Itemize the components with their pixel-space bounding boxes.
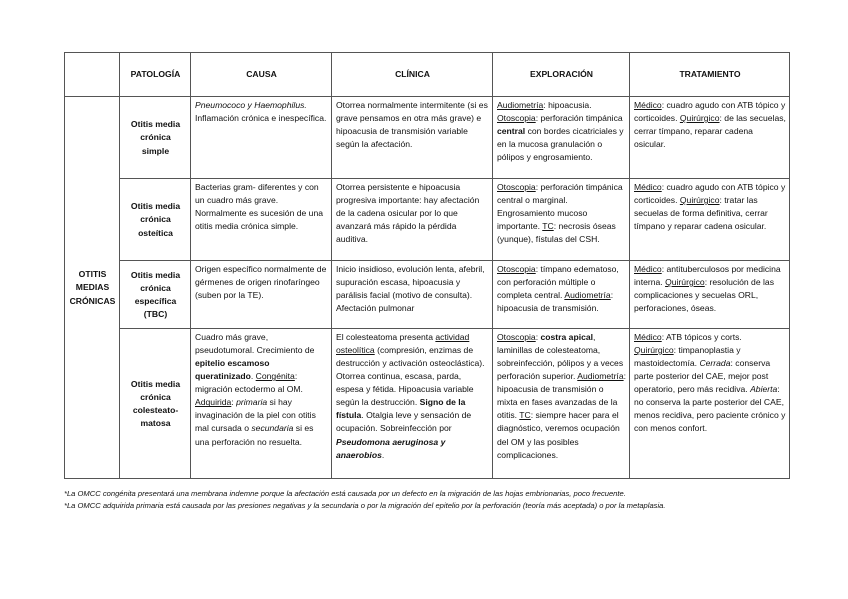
cell-text: primaria (236, 397, 268, 408)
cell-text: Bacterias gram- diferentes y con un cuadro más grave. Normalmente es sucesión de una otitis media crónica simple. (195, 182, 324, 232)
patologia-line: Otitis media (130, 378, 181, 389)
cell-text: Audiometría (564, 290, 611, 301)
patologia-line: crónica (140, 132, 171, 143)
group-label: OTITIS MEDIAS CRÓNICAS (65, 97, 120, 479)
cell-text: . Otalgia leve y sensación de ocupación. Sobreinfección por (336, 410, 472, 434)
header-clinica: CLÍNICA (332, 53, 493, 97)
cell-text: : ATB tópicos y corts. (661, 332, 742, 342)
patologia-line: Otitis media (130, 119, 181, 130)
cell-text: Quirúrgico (665, 277, 705, 288)
tratamiento-cell (630, 329, 790, 479)
patologia-line: Otitis media (130, 269, 181, 280)
cell-text: : perforación timpánica central o marginal. Engrosamiento mucoso importante. (497, 182, 623, 232)
cell-text: : cuadro agudo con ATB tópico y corticoides. (634, 182, 786, 206)
cell-text: Otorrea persistente e hipoacusia progresiva importante: hay afectación de la cadena osicular por lo que avanzará más rápido la pérdida auditiva. (336, 182, 480, 245)
cell-text: : de las secuelas, cerrar tímpano, reparar cadena osicular. (634, 113, 786, 150)
cell-text: Abierta (750, 384, 778, 395)
cell-text: si es una perforación no resuelta. (195, 423, 314, 447)
cell-text: Otorrea normalmente intermitente (si es grave pensamos en otra más grave) e hipoacusia de transmisión variable según la afectación. (336, 100, 488, 150)
cell-text: Otoscopia (497, 332, 536, 342)
cell-text: con bordes cicatriciales y en la mucosa granulación o pólipos y engrosamiento. (497, 126, 624, 163)
footnotes (64, 488, 824, 512)
cell-text: Inicio insidioso, evolución lenta, afebril, supuración escasa, hipoacusia y parálisis facial (motivo de consulta). Afectación pulmonar (336, 264, 485, 314)
cell-text: Adquirida (195, 397, 232, 408)
cell-text: : necrosis óseas (yunque), fístulas del CSH. (497, 221, 616, 245)
cell-text: epitelio escamoso queratinizado (195, 358, 270, 382)
patologia-cell (120, 97, 191, 179)
cell-text: Signo de la fístula (336, 397, 466, 421)
patologia-line: matosa (140, 418, 171, 429)
cell-text: si hay invaginación de la piel con otitis mal cursada o (195, 397, 316, 434)
cell-text: Pseudomona aeruginosa y anaerobios (336, 436, 446, 460)
cell-text: costra apical (540, 332, 594, 342)
cell-text: : tratar las secuelas de forma definitiva, cerrar tímpano y reparar cadena osicular. (634, 195, 768, 232)
cell-text: : hipoacusia. (543, 100, 592, 110)
cell-text: TC (519, 410, 531, 421)
cell-text: central (497, 126, 526, 137)
cell-text: (compresión, enzimas de destrucción y activación osteoclástica). Otorrea continua, escasa, parda, espesa y fétida. Hipoacusia variable según la destrucción. (336, 345, 485, 408)
cell-text: : (231, 397, 237, 408)
exploracion-cell (493, 97, 630, 179)
clinica-cell (332, 97, 493, 179)
cell-text: . (250, 371, 256, 382)
tratamiento-cell (630, 261, 790, 329)
cell-text: Médico (634, 264, 662, 274)
header-tratamiento: TRATAMIENTO (630, 53, 790, 97)
exploracion-cell (493, 261, 630, 329)
cell-text: : cuadro agudo con ATB tópico y corticoides. (634, 100, 786, 124)
exploracion-cell (493, 179, 630, 261)
exploracion-cell (493, 329, 630, 479)
patologia-line: crónica (140, 282, 171, 293)
cell-text: Médico (634, 100, 662, 110)
table-row (65, 329, 790, 479)
footnote: *La OMCC adquirida primaria está causada por las presiones negativas y la secundaria o por la migración del epitelio por la perforación (teoría más aceptada) o por la metaplasia. (64, 500, 666, 510)
cell-text: Origen específico normalmente de gérmenes de origen rinofaríngeo (suben por la TE). (195, 264, 327, 301)
cell-text: Médico (634, 332, 662, 342)
table-row (65, 179, 790, 261)
patologia-line: crónica (140, 391, 171, 402)
tratamiento-cell (630, 97, 790, 179)
causa-cell (191, 329, 332, 479)
patologia-cell (120, 329, 191, 479)
cell-text: : antituberculosos por medicina interna. (634, 264, 781, 288)
clinica-cell (332, 179, 493, 261)
cell-text: : resolución de las complicaciones y secuelas ORL, perforaciones, óseas. (634, 277, 774, 314)
patologia-line: Otitis media (130, 201, 181, 212)
clinica-cell (332, 329, 493, 479)
cell-text: secundaria (251, 423, 294, 434)
cell-text: : hipoacusia de transmisión. (497, 290, 614, 314)
header-exploracion: EXPLORACIÓN (493, 53, 630, 97)
cell-text: Audiometría (497, 100, 544, 110)
patologia-line: (TBC) (143, 309, 168, 320)
cell-text: Cuadro más grave, pseudotumoral. Crecimiento de (195, 332, 315, 356)
cell-text: Quirúrgico (679, 113, 720, 124)
cell-text: Quirúrgico (634, 345, 674, 356)
patologia-cell (120, 179, 191, 261)
patologia-line: específica (134, 296, 177, 306)
header-causa: CAUSA (191, 53, 332, 97)
cell-text: : (535, 332, 541, 342)
clinica-cell (332, 261, 493, 329)
otitis-table (64, 52, 790, 479)
causa-cell (191, 179, 332, 261)
table-row (65, 97, 790, 179)
cell-text: : hipoacusia de transmisión o mixta en fases avanzadas de la otitis. (497, 371, 626, 421)
cell-text: Audiometría (577, 371, 624, 382)
cell-text: Pneumococo y Haemophilus. (195, 100, 307, 110)
header-patologia: PATOLOGÍA (120, 53, 191, 97)
cell-text: El colesteatoma presenta (336, 332, 436, 342)
cell-text: Otoscopia (497, 182, 536, 192)
header-row (65, 53, 790, 97)
cell-text: , laminillas de colesteatoma, sobreinfección, pólipos y a veces perforación superior. (497, 332, 624, 382)
cell-text: : tímpano edematoso, con perforación múltiple o completa central. (497, 264, 619, 301)
cell-text: : migración ectodermo al OM. (195, 371, 303, 395)
header-empty (65, 53, 120, 97)
cell-text: : timpanoplastia y mastoidectomía. (634, 345, 741, 369)
table-row (65, 261, 790, 329)
cell-text: Cerrada (699, 358, 731, 369)
cell-text: actividad osteolítica (336, 332, 470, 356)
cell-text: Otoscopia (497, 113, 536, 124)
causa-cell (191, 261, 332, 329)
causa-cell (191, 97, 332, 179)
patologia-line: osteítica (138, 227, 173, 238)
cell-text: Médico (634, 182, 662, 192)
patologia-line: simple (141, 145, 170, 156)
cell-text: : no conserva la parte posterior del CAE, menos recidiva, pero paciente crónico y con menos confort. (634, 384, 786, 434)
cell-text: Congénita (255, 371, 295, 382)
cell-text: : perforación timpánica (535, 113, 623, 124)
cell-text: . (381, 449, 385, 460)
cell-text: TC (542, 221, 554, 232)
cell-text: : conserva parte posterior del CAE, mejor post operatorio, pero más recidiva. (634, 358, 771, 395)
patologia-line: colesteato- (132, 405, 179, 415)
patologia-cell (120, 261, 191, 329)
cell-text: Otoscopia (497, 264, 536, 274)
tratamiento-cell (630, 179, 790, 261)
footnote: *La OMCC congénita presentará una membrana indemne porque la afectación está causada por un defecto en la migración de las hojas embrionarias, poco frecuente. (64, 489, 626, 498)
patologia-line: crónica (140, 214, 171, 225)
cell-text: : siempre hacer para el diagnóstico, veremos ocupación del OM y las posibles complicaciones. (497, 410, 620, 460)
cell-text: Inflamación crónica e inespecífica. (195, 113, 327, 124)
cell-text: Quirúrgico (679, 195, 720, 206)
